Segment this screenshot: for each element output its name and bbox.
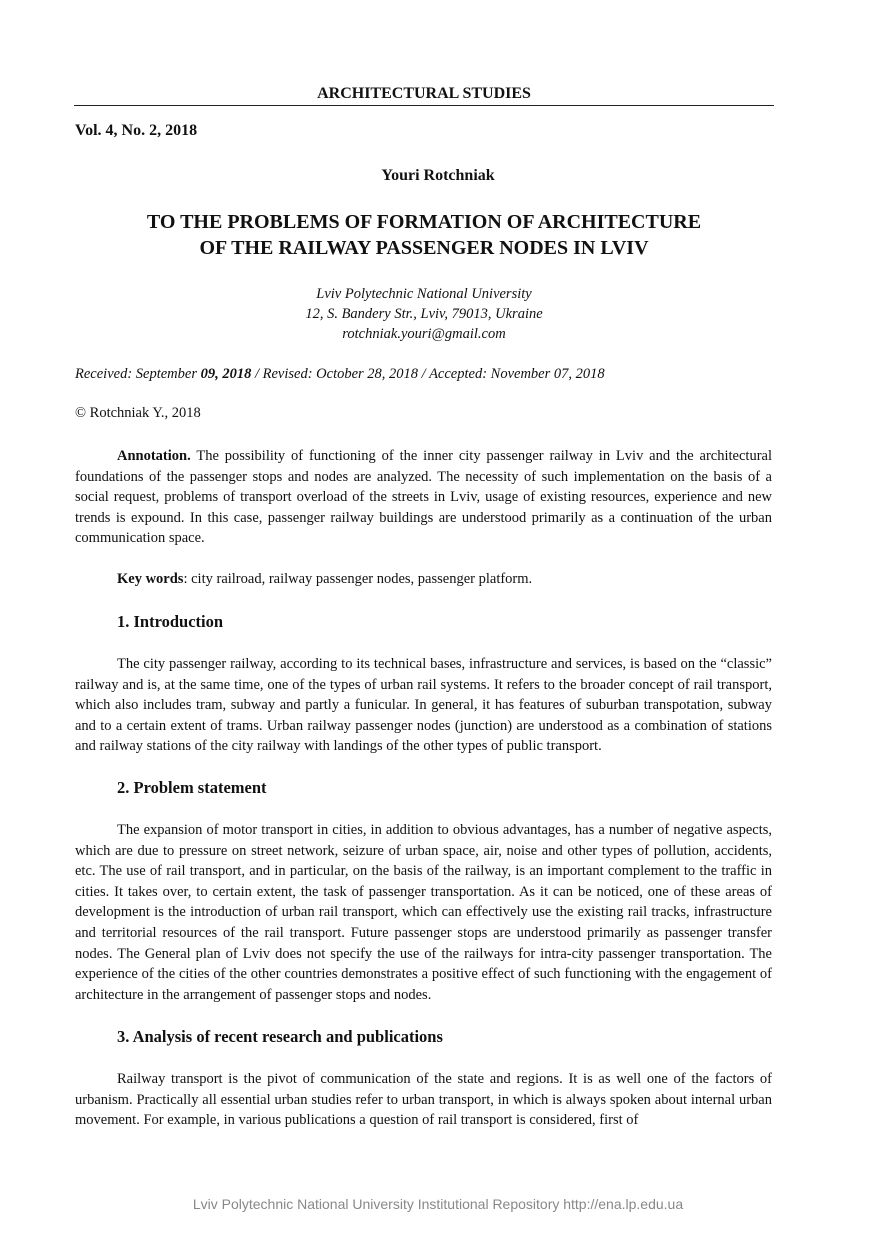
section-heading-introduction: 1. Introduction xyxy=(117,612,224,631)
annotation-label: Annotation. xyxy=(117,448,191,464)
title-line-2: OF THE RAILWAY PASSENGER NODES IN LVIV xyxy=(199,237,649,259)
section-text-introduction: The city passenger railway, according to its technical bases, infrastructure and services, is based on the “classic” railway and is, at the same time, one of the types of urban rail systems. It refers to the broader concept of rail transport, which also includes tram, subway and partly a funicular. In general, it has features of suburban transpotation, subway and to a certain extent of trams. Urban railway passenger nodes (junction) are understood as a combination of stations and railway stations of the city railway with landings of the other types of public transport. xyxy=(75,656,772,755)
keywords-text: : city railroad, railway passenger nodes, passenger platform. xyxy=(183,571,533,587)
section-text-problem-statement: The expansion of motor transport in cities, in addition to obvious advantages, has a number of negative aspects, which are due to pressure on street network, seizure of urban space, air, noise and other types of pollution, accidents, etc. The use of rail transport, and in particular, on the basis of the railway, is an important complement to the traffic in cities. It takes over, to certain extent, the task of passenger transportation. As it can be noticed, one of these areas of development is the introduction of urban rail transport, which can effectively use the existing rail tracks, infrastructure and territorial resources of the rail transport. Future passenger stops are understood primarily as passenger transfer nodes. The General plan of Lviv does not specify the use of the railways for intra-city passenger transportation. The experience of the cities of the other countries demonstrates a positive effect of such functioning with the engagement of architecture in the arrangement of passenger stops and nodes. xyxy=(75,822,772,1003)
publication-dates xyxy=(75,366,605,383)
section-text-analysis: Railway transport is the pivot of communication of the state and regions. It is as well one of the factors of urbanism. Practically all essential urban studies refer to urban transport, in which is always spoken about internal urban movement. For example, in various publications a question of rail transport is considered, first of xyxy=(75,1071,772,1129)
email: rotchniak.youri@gmail.com xyxy=(342,326,506,342)
affiliation xyxy=(74,284,774,344)
annotation-paragraph xyxy=(75,446,772,549)
repository-footer: Lviv Polytechnic National University Institutional Repository http://ena.lp.edu.ua xyxy=(192,1196,684,1212)
copyright: © Rotchniak Y., 2018 xyxy=(75,405,201,421)
annotation-text: The possibility of functioning of the inner city passenger railway in Lviv and the architectural foundations of the passenger stops and nodes are analyzed. The necessity of such implementation on the basis of a social request, problems of transport overload of the streets in Lviv, usage of existing resources, experience and new trends is expound. In this case, passenger railway buildings are understood primarily as a continuation of the urban communication space. xyxy=(75,448,772,547)
title-line-1: TO THE PROBLEMS OF FORMATION OF ARCHITECTURE xyxy=(146,211,702,233)
received-prefix: Received: September xyxy=(75,366,201,382)
keywords-label: Key words xyxy=(117,571,184,587)
institution: Lviv Polytechnic National University xyxy=(316,286,532,302)
paper-title xyxy=(74,209,774,261)
journal-name: ARCHITECTURAL STUDIES xyxy=(74,84,774,106)
address: 12, S. Bandery Str., Lviv, 79013, Ukraine xyxy=(305,306,543,322)
keywords-paragraph xyxy=(75,569,772,590)
volume-info: Vol. 4, No. 2, 2018 xyxy=(75,122,198,139)
author-name: Youri Rotchniak xyxy=(381,167,495,184)
received-date: 09, 2018 xyxy=(200,366,252,382)
section-heading-analysis: 3. Analysis of recent research and publications xyxy=(117,1027,443,1046)
revised-accepted: / Revised: October 28, 2018 / Accepted: November 07, 2018 xyxy=(251,366,605,382)
section-heading-problem-statement: 2. Problem statement xyxy=(117,778,267,797)
